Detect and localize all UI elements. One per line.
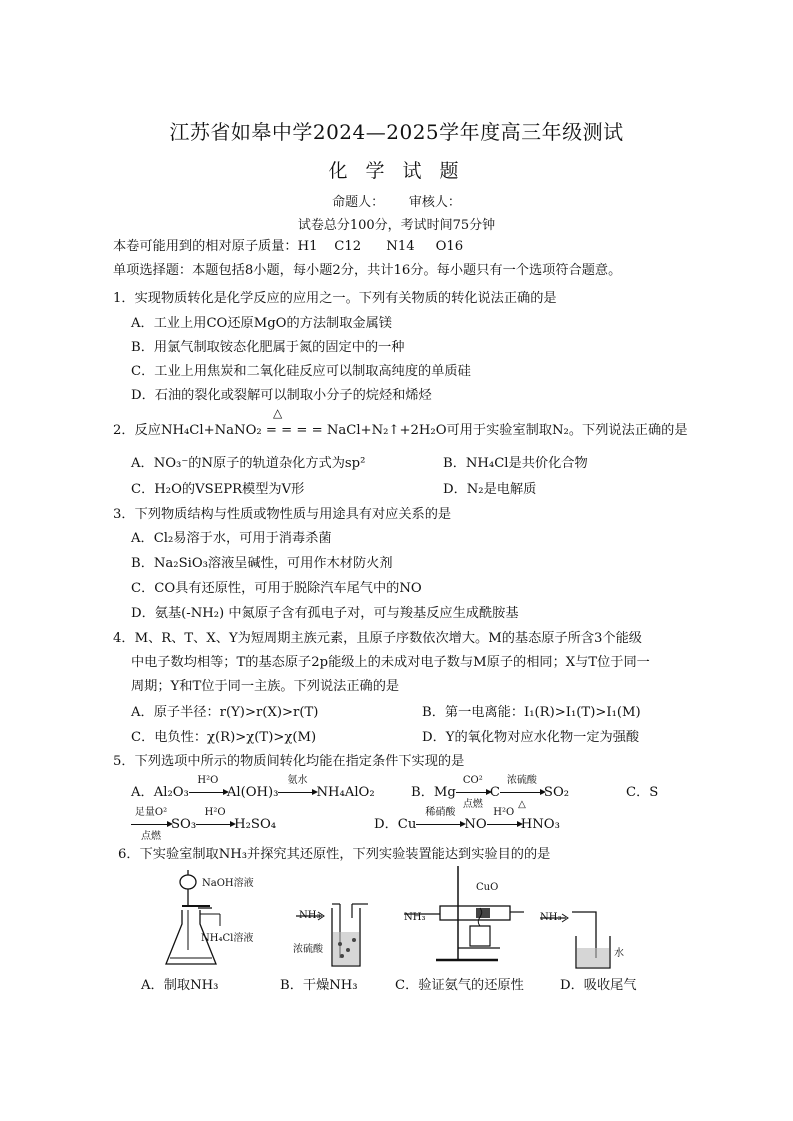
q5-b-mid: C [489, 785, 500, 800]
q5-b-cond-2-bot: △ [518, 799, 526, 810]
q5-a-cond-2: 氨水 [287, 775, 308, 786]
fig-d-water-label: 水 [614, 948, 624, 959]
q3-option-b: B．Na₂SiO₃溶液呈碱性，可用作木材防火剂 [131, 556, 393, 571]
q3-option-d: D．氨基(-NH₂) 中氮原子含有孤电子对，可与羧基反应生成酰胺基 [131, 606, 519, 621]
q4-stem-2: 中电子数均相等；T的基态原子2p能级上的未成对电子数与M原子的相同；X与T位于同一 [131, 655, 650, 670]
q2-option-c: C．H₂O的VSEPR模型为V形 [131, 482, 305, 497]
q2-option-b: B．NH₄Cl是共价化合物 [443, 456, 588, 471]
q6-option-d: D．吸收尾气 [560, 978, 637, 993]
q1-option-d: D．石油的裂化或裂解可以制取小分子的烷烃和烯烃 [131, 388, 432, 403]
q5-option-d [374, 807, 560, 834]
q5-d-mid: NO [464, 817, 487, 832]
q5-b-cond-2-top: 浓硫酸 [506, 775, 537, 786]
q5-option-b [411, 775, 570, 810]
q4-option-c: C．电负性：χ(R)>χ(T)>χ(M) [131, 730, 317, 745]
q5-d-start: D．Cu [374, 817, 417, 832]
q2-option-a: A．NO₃⁻的N原子的轨道杂化方式为sp² [131, 456, 366, 471]
q6-option-b: B．干燥NH₃ [280, 978, 358, 993]
q5-a-arrow-2 [278, 775, 316, 802]
fig-a-nh4cl-label: NH₄Cl溶液 [201, 933, 254, 944]
q5-a-end: NH₄AlO₂ [316, 785, 375, 800]
q5-d-cond-2: H²O [493, 807, 515, 818]
q5-c-end: H₂SO₄ [234, 817, 277, 832]
q5-a-start: A．Al₂O₃ [131, 785, 189, 800]
q4-option-a: A．原子半径：r(Y)>r(X)>r(T) [131, 705, 319, 720]
q5-b-arrow-1 [456, 775, 490, 810]
section-instructions: 单项选择题：本题包括8小题，每小题2分，共计16分。每小题只有一个选项符合题意。 [113, 263, 622, 278]
fig-b-acid-label: 浓硫酸 [293, 944, 323, 955]
q2-delta: △ [273, 406, 283, 420]
q1-stem: 1．实现物质转化是化学反应的应用之一。下列有关物质的转化说法正确的是 [113, 291, 557, 306]
q4-stem-1: 4．M、R、T、X、Y为短周期主族元素，且原子序数依次增大。M的基态原子所含3个能级 [113, 631, 642, 646]
q5-option-c-prefix: C．S [626, 785, 659, 800]
q5-b-start: B．Mg [411, 785, 456, 800]
q6-option-a: A．制取NH₃ [141, 978, 219, 993]
q6-option-c: C．验证氨气的还原性 [395, 978, 524, 993]
exam-title: 江苏省如皋中学2024—2025学年度高三年级测试 [169, 120, 624, 144]
q3-option-a: A．Cl₂易溶于水，可用于消毒杀菌 [131, 531, 332, 546]
q5-a-cond-1: H²O [197, 775, 219, 786]
q5-c-arrow-2 [196, 807, 234, 834]
q5-c-cond-1-bot: 点燃 [141, 831, 161, 842]
q5-d-arrow-2 [487, 807, 521, 834]
q5-b-cond-1-bot: 点燃 [462, 799, 483, 810]
fig-a-naoh-label: NaOH溶液 [202, 878, 254, 889]
q5-d-cond-1: 稀硝酸 [425, 807, 456, 818]
q3-option-c: C．CO具有还原性，可用于脱除汽车尾气中的NO [131, 581, 422, 596]
q4-stem-3: 周期；Y和T位于同一主族。下列说法正确的是 [131, 679, 400, 694]
q5-d-end: HNO₃ [520, 817, 560, 832]
q5-b-end: SO₂ [543, 785, 570, 800]
fig-b-nh3-label: NH₃ [299, 910, 321, 921]
exam-subtitle: 化 学 试 题 [328, 160, 465, 182]
atomic-masses: 本卷可能用到的相对原子质量：H1 C12 N14 O16 [113, 239, 464, 254]
exam-info: 试卷总分100分，考试时间75分钟 [297, 218, 496, 233]
q5-stem: 5．下列选项中所示的物质间转化均能在指定条件下实现的是 [113, 754, 465, 769]
q4-option-b: B．第一电离能：I₁(R)>I₁(T)>I₁(M) [422, 705, 641, 720]
q4-option-d: D．Y的氧化物对应水化物一定为强酸 [422, 730, 640, 745]
fig-d-nh3-label: NH₃ [540, 912, 562, 923]
q5-d-arrow-1 [416, 807, 464, 834]
authors-line: 命题人： 审核人： [332, 195, 461, 210]
q1-option-a: A．工业上用CO还原MgO的方法制取金属镁 [131, 316, 392, 331]
q5-c-arrow-1 [131, 807, 171, 842]
q2-option-d: D．N₂是电解质 [443, 482, 537, 497]
q5-option-c [131, 807, 277, 842]
q2-stem: 2．反应NH₄Cl+NaNO₂ = = = = NaCl+N₂↑+2H₂O可用于实验室制取N₂。下列说法正确的是 [113, 423, 688, 438]
q5-b-arrow-2 [500, 775, 544, 810]
fig-c-nh3-label: NH₃ [404, 912, 426, 923]
q6-stem: 6．下实验室制取NH₃并探究其还原性，下列实验装置能达到实验目的的是 [118, 847, 551, 862]
fig-c-cuo-label: CuO [476, 882, 499, 893]
q1-option-b: B．用氯气制取铵态化肥属于氮的固定中的一种 [131, 340, 405, 355]
apparatus-d-beaker [536, 898, 616, 972]
q5-b-cond-1-top: CO² [462, 775, 483, 786]
q3-stem: 3．下列物质结构与性质或物性质与用途具有对应关系的是 [113, 507, 452, 522]
q5-option-a [131, 775, 375, 802]
q5-c-cond-1-top: 足量O² [134, 807, 168, 818]
q1-option-c: C．工业上用焦炭和二氧化硅反应可以制取高纯度的单质硅 [131, 364, 471, 379]
q5-c-cond-2: H²O [204, 807, 226, 818]
q5-c-mid: SO₃ [171, 817, 197, 832]
q5-a-arrow-1 [189, 775, 227, 802]
q5-a-mid: Al(OH)₃ [226, 785, 279, 800]
